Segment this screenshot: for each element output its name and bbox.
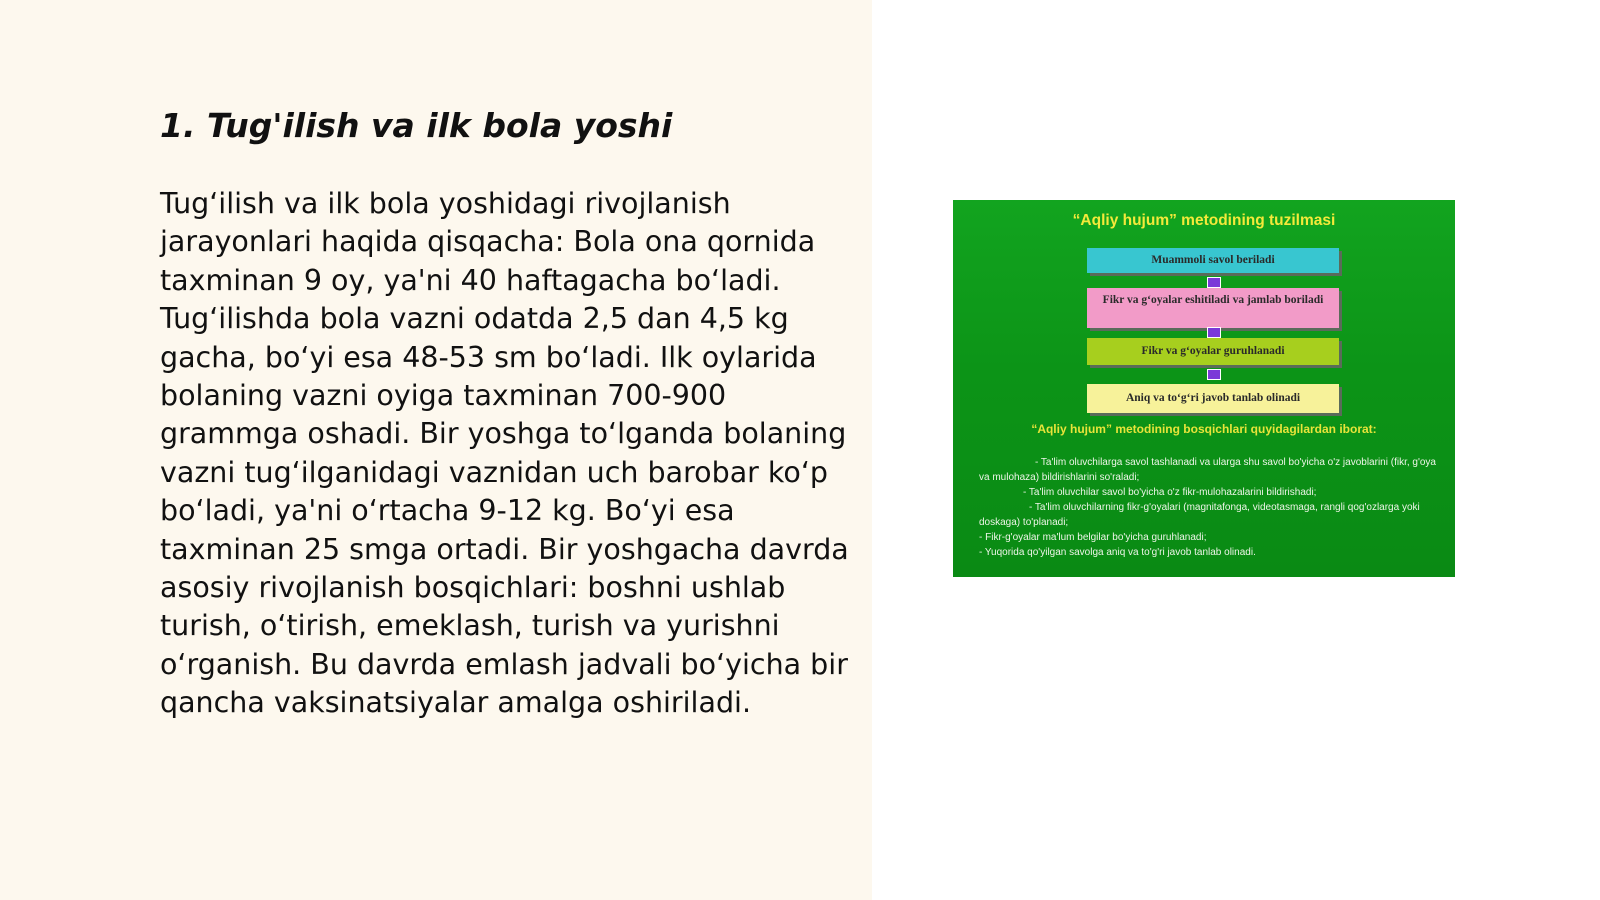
figure-stage-item: - Ta'lim oluvchilarga savol tashlanadi va ularga shu savol bo'yicha o'z javoblarini (fikr, g'oya va mulohaza) bildirishlarini so'raladi; — [979, 457, 1436, 483]
figure-step-1-label: Muammoli savol beriladi — [1151, 254, 1275, 266]
figure-stage-item: - Fikr-g'oyalar ma'lum belgilar bo'yicha guruhlanadi; — [979, 532, 1207, 543]
brainstorming-method-figure — [953, 200, 1455, 577]
figure-step-2 — [1087, 288, 1339, 328]
step-connector-1 — [1207, 277, 1221, 288]
figure-step-4 — [1087, 384, 1339, 413]
figure-stage-item: - Ta'lim oluvchilar savol bo'yicha o'z fikr-mulohazalarini bildirishadi; — [1023, 487, 1317, 498]
figure-subtitle: “Aqliy hujum” metodining bosqichlari quyidagilardan iborat: — [1031, 422, 1377, 436]
figure-step-3 — [1087, 338, 1339, 365]
figure-step-3-label: Fikr va g‘oyalar guruhlanadi — [1141, 345, 1285, 357]
figure-title: “Aqliy hujum” metodining tuzilmasi — [1072, 212, 1336, 229]
figure-stage-item: - Ta'lim oluvchilarning fikr-g'oyalari (magnitafonga, videotasmaga, rangli qog'ozlarga yoki doskaga) to'planadi; — [979, 502, 1420, 528]
slide-body-text: Tug‘ilish va ilk bola yoshidagi rivojlanish jarayonlari haqida qisqacha: Bola ona qornida taxminan 9 oy, ya'ni 40 haftagacha bo‘ladi. Tug‘ilishda bola vazni odatda 2,5 dan 4,5 kg gacha, bo‘yi esa 48-53 sm bo‘ladi. Ilk oylarida bolaning vazni oyiga taxminan 700-900 grammga oshadi. Bir yoshga to‘lganda bolaning vazni tug‘ilganidagi vaznidan uch barobar ko‘p bo‘ladi, ya'ni o‘rtacha 9-12 kg. Bo‘yi esa taxminan 25 smga ortadi. Bir yoshgacha davrda asosiy rivojlanish bosqichlari: boshni ushlab turish, o‘tirish, emeklash, turish va yurishni o‘rganish. Bu davrda emlash jadvali bo‘yicha bir qancha vaksinatsiyalar amalga oshiriladi. — [160, 187, 849, 720]
step-connector-2 — [1207, 327, 1221, 338]
figure-stage-item: - Yuqorida qo'yilgan savolga aniq va to'g'ri javob tanlab olinadi. — [979, 547, 1256, 558]
figure-step-4-label: Aniq va to‘g‘ri javob tanlab olinadi — [1125, 392, 1301, 404]
figure-stage-list — [979, 455, 1437, 560]
figure-step-1 — [1087, 248, 1339, 273]
figure-step-2-label: Fikr va g‘oyalar eshitiladi va jamlab boriladi — [1102, 294, 1324, 306]
slide-title: 1. Tug'ilish va ilk bola yoshi — [160, 106, 673, 145]
step-connector-3 — [1207, 369, 1221, 380]
